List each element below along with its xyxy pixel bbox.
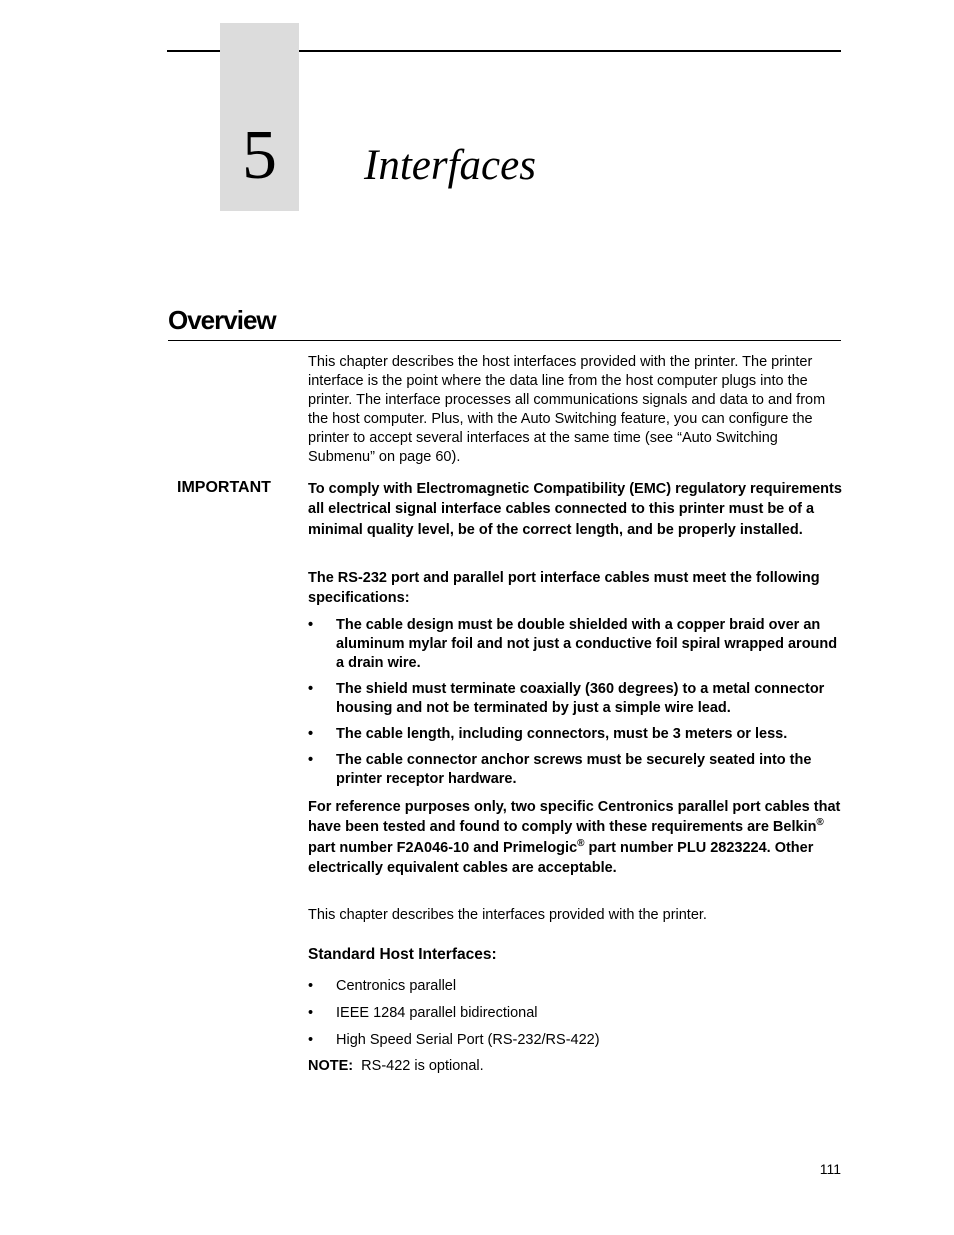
important-block bbox=[308, 479, 843, 540]
host-interface-item: IEEE 1284 parallel bidirectional bbox=[336, 1005, 538, 1021]
interfaces-intro-paragraph: This chapter describes the interfaces provided with the printer. bbox=[308, 907, 707, 923]
spec-intro-paragraph: The RS-232 port and parallel port interface cables must meet the following specifications: bbox=[308, 570, 820, 606]
chapter-number: 5 bbox=[242, 117, 277, 194]
spec-bullet-text: The cable connector anchor screws must be securely seated into the printer receptor hardware. bbox=[336, 752, 812, 787]
interfaces-intro-block bbox=[308, 906, 843, 925]
spec-bullet-4 bbox=[308, 751, 843, 789]
host-bullet-3 bbox=[308, 1031, 843, 1050]
registered-mark: ® bbox=[816, 817, 824, 829]
list-item bbox=[308, 977, 843, 996]
list-item bbox=[308, 751, 843, 789]
spec-bullet-2 bbox=[308, 680, 843, 718]
reference-text-2: part number F2A046-10 and Primelogic bbox=[308, 839, 578, 856]
spec-bullet-text: The cable length, including connectors, must be 3 meters or less. bbox=[336, 726, 788, 742]
note-label: NOTE: bbox=[308, 1058, 354, 1074]
bullet-icon: • bbox=[308, 726, 314, 742]
list-item bbox=[308, 1004, 843, 1023]
bullet-icon: • bbox=[308, 1032, 314, 1048]
reference-paragraph bbox=[308, 797, 843, 878]
host-bullet-2 bbox=[308, 1004, 843, 1023]
reference-block bbox=[308, 797, 843, 878]
reference-text-1: For reference purposes only, two specific Centronics parallel port cables that have been tested and found to comply with these requirements are Belkin bbox=[308, 799, 841, 836]
note-block bbox=[308, 1057, 843, 1076]
registered-mark: ® bbox=[577, 837, 585, 849]
section-heading: Overview bbox=[168, 305, 276, 335]
spec-bullet-1 bbox=[308, 616, 843, 673]
host-interface-item: High Speed Serial Port (RS-232/RS-422) bbox=[336, 1032, 600, 1048]
section-rule bbox=[168, 340, 841, 341]
host-bullet-1 bbox=[308, 977, 843, 996]
intro-paragraph: This chapter describes the host interfaces provided with the printer. The printer interface is the point where the data line from the host computer plugs into the printer. The interface processes all communications signals and data to and from the host computer. Plus, with the Auto Switching feature, you can configure the printer to accept several interfaces at the same time (see “Auto Switching Submenu” on page 60). bbox=[308, 354, 826, 465]
spec-bullet-text: The cable design must be double shielded with a copper braid over an aluminum mylar foil and not just a conductive foil spiral wrapped around a drain wire. bbox=[336, 617, 838, 671]
bullet-icon: • bbox=[308, 681, 314, 697]
spec-bullet-3 bbox=[308, 725, 843, 744]
spec-intro-block bbox=[308, 568, 843, 608]
chapter-title: Interfaces bbox=[364, 142, 536, 189]
host-interface-item: Centronics parallel bbox=[336, 978, 457, 994]
bullet-icon: • bbox=[308, 1005, 314, 1021]
header-rule-left bbox=[167, 50, 220, 52]
bullet-icon: • bbox=[308, 978, 314, 994]
page-number: 111 bbox=[819, 1161, 841, 1177]
intro-block bbox=[308, 353, 843, 467]
spec-bullet-text: The shield must terminate coaxially (360 degrees) to a metal connector housing and not be terminated by just a simple wire lead. bbox=[336, 681, 825, 716]
reference-text-3: part number PLU 2823224. Other electrically equivalent cables are acceptable. bbox=[308, 839, 814, 876]
list-item bbox=[308, 680, 843, 718]
note-text: RS-422 is optional. bbox=[361, 1058, 484, 1074]
list-item bbox=[308, 616, 843, 673]
list-item bbox=[308, 725, 843, 744]
important-paragraph: To comply with Electromagnetic Compatibility (EMC) regulatory requirements all electrical signal interface cables connected to this printer must be of a minimal quality level, be of the correct length, and be properly installed. bbox=[308, 481, 842, 538]
bullet-icon: • bbox=[308, 617, 314, 633]
header-rule-right bbox=[299, 50, 841, 52]
bullet-icon: • bbox=[308, 752, 314, 768]
standard-host-heading: Standard Host Interfaces: bbox=[308, 946, 497, 963]
list-item bbox=[308, 1031, 843, 1050]
important-label: IMPORTANT bbox=[177, 479, 271, 496]
